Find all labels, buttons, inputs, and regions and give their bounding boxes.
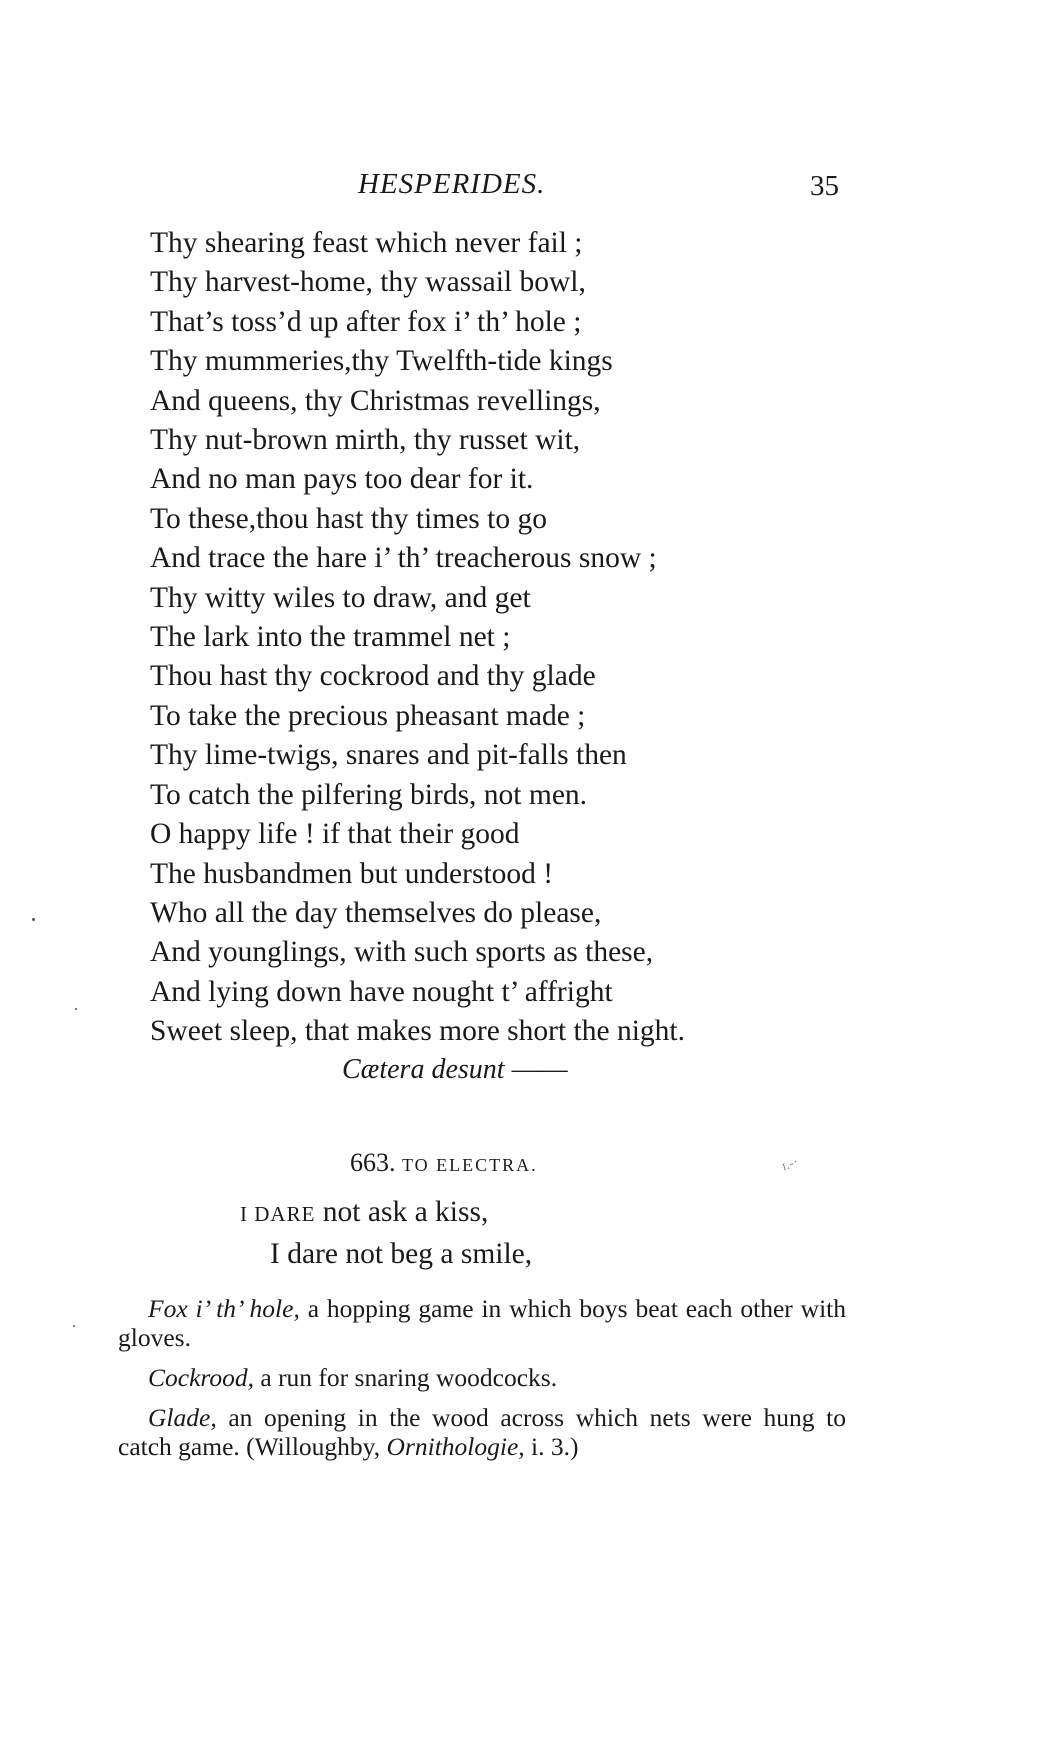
- footnote-term: Cockrood,: [148, 1363, 254, 1392]
- poem-line: And lying down have nought t’ affright: [150, 975, 613, 1008]
- poem-body: [150, 224, 685, 1052]
- poem-line: Thy mummeries,thy Twelfth-tide kings: [150, 345, 613, 378]
- poem-line: And trace the hare i’ th’ treacherous snow ;: [150, 542, 657, 575]
- poem-coda: [342, 1054, 568, 1086]
- poem-line: O happy life ! if that their good: [150, 818, 520, 851]
- poem-line: Thy witty wiles to draw, and get: [150, 581, 531, 614]
- running-title: HESPERIDES.: [358, 168, 546, 200]
- stray-ink-dot: [75, 1008, 77, 1010]
- footnotes: [118, 1294, 846, 1472]
- stray-ink-dot: [73, 1325, 75, 1327]
- stanza-line: I dare not beg a smile,: [270, 1238, 533, 1270]
- stray-ink-dot: [32, 918, 35, 921]
- footnote-text: an opening in the wood across which nets were hung to catch game. (Willoughby,: [118, 1403, 846, 1461]
- stanza-line-rest: not ask a kiss,: [315, 1196, 489, 1228]
- section-heading: [350, 1148, 538, 1178]
- margin-pencil-mark: ɪ.-·: [779, 1154, 801, 1175]
- poem-line: And queens, thy Christmas revellings,: [150, 384, 601, 417]
- footnote-text: a run for snaring woodcocks.: [254, 1363, 558, 1392]
- coda-dash: ——: [511, 1054, 568, 1085]
- footnote: [118, 1363, 846, 1392]
- footnote-text: a hopping game in which boys beat each other with gloves.: [118, 1294, 846, 1352]
- footnote-term: Glade,: [148, 1403, 217, 1432]
- poem-line: Thy lime-twigs, snares and pit-falls then: [150, 739, 627, 772]
- poem-line: Sweet sleep, that makes more short the night.: [150, 1015, 685, 1048]
- footnote: [118, 1403, 846, 1461]
- poem-line: Thy shearing feast which never fail ;: [150, 227, 583, 259]
- poem-line: Thy nut-brown mirth, thy russet wit,: [150, 424, 581, 457]
- stanza-opening-word: I DARE: [240, 1202, 316, 1226]
- footnote-work: Ornithologie,: [386, 1432, 525, 1461]
- footnote-text-end: i. 3.): [524, 1432, 579, 1461]
- poem-line: Who all the day themselves do please,: [150, 896, 602, 929]
- poem-line: And no man pays too dear for it.: [150, 463, 534, 496]
- electra-stanza: [240, 1192, 532, 1274]
- page-number: 35: [810, 170, 839, 202]
- footnote: [118, 1294, 846, 1352]
- poem-line: To these,thou hast thy times to go: [150, 502, 547, 535]
- section-title: TO ELECTRA.: [402, 1155, 538, 1175]
- poem-line: To catch the pilfering birds, not men.: [150, 778, 588, 811]
- stanza-line: [240, 1192, 532, 1234]
- poem-line: Thou hast thy cockrood and thy glade: [150, 660, 596, 693]
- poem-line: The husbandmen but understood !: [150, 857, 554, 890]
- poem-line: The lark into the trammel net ;: [150, 621, 511, 654]
- poem-line: To take the precious pheasant made ;: [150, 699, 586, 732]
- coda-text: Cætera desunt: [342, 1054, 505, 1085]
- poem-line: Thy harvest-home, thy wassail bowl,: [150, 266, 586, 299]
- poem-line: That’s toss’d up after fox i’ th’ hole ;: [150, 305, 582, 338]
- poem-line: And younglings, with such sports as these,: [150, 936, 654, 969]
- section-number: 663.: [350, 1148, 396, 1177]
- footnote-term: Fox i’ th’ hole,: [148, 1294, 300, 1323]
